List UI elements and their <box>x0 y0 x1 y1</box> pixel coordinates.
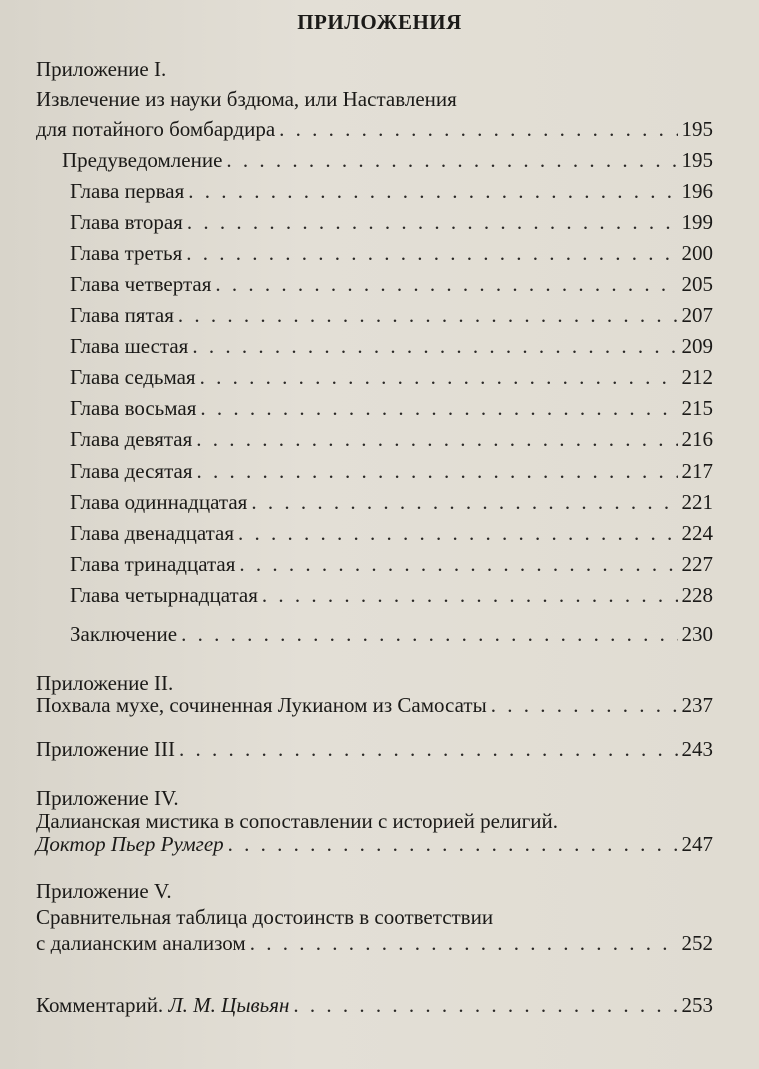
toc-entry-chapter[interactable] <box>70 580 713 610</box>
toc-entry-conclusion[interactable] <box>70 619 713 649</box>
appendix-4-title: Приложение IV. <box>36 786 179 810</box>
page-number: 221 <box>681 490 713 514</box>
leader-dots <box>192 331 677 361</box>
toc-entry-chapter[interactable] <box>70 269 713 299</box>
leader-dots <box>186 238 677 268</box>
commentary-title: Комментарий. <box>36 993 164 1017</box>
page-number: 228 <box>681 583 713 607</box>
chapter-label: Глава третья <box>70 241 183 265</box>
leader-dots <box>188 176 677 206</box>
page-number: 252 <box>681 931 713 955</box>
commentary-label <box>36 990 289 1020</box>
appendix-1-title: Приложение I. <box>36 57 167 81</box>
toc-entry-chapter[interactable] <box>70 300 713 330</box>
chapter-label: Глава четвертая <box>70 272 212 296</box>
appendix-2-entry: Похвала мухе, сочиненная Лукианом из Самосаты <box>36 693 487 717</box>
appendix-5-entry-line2: с далианским анализом <box>36 931 246 955</box>
leader-dots <box>181 619 677 649</box>
leader-dots <box>491 690 678 720</box>
page-number: 237 <box>681 693 713 717</box>
toc-entry-chapter[interactable] <box>70 518 713 548</box>
page-number: 199 <box>681 210 713 234</box>
appendix-2-title: Приложение II. <box>36 671 174 695</box>
page-number: 227 <box>681 552 713 576</box>
page-number: 230 <box>681 622 713 646</box>
leader-dots <box>179 734 678 764</box>
toc-entry-chapter[interactable] <box>70 176 713 206</box>
appendix-4-author: Доктор Пьер Румгер <box>36 832 224 856</box>
chapter-label: Глава тринадцатая <box>70 552 236 576</box>
toc-entry-chapter[interactable] <box>70 456 713 486</box>
appendix-5-title: Приложение V. <box>36 879 172 903</box>
chapter-label: Глава восьмая <box>70 396 197 420</box>
page-number: 253 <box>681 993 713 1017</box>
page-number: 200 <box>681 241 713 265</box>
toc-entry-appendix-3[interactable] <box>36 734 713 764</box>
appendix-1-subtitle-line1: Извлечение из науки бздюма, или Наставления <box>36 87 457 111</box>
toc-entry-chapter[interactable] <box>70 362 713 392</box>
chapter-label: Глава вторая <box>70 210 183 234</box>
toc-entry-commentary[interactable] <box>36 990 713 1020</box>
leader-dots <box>215 269 677 299</box>
leader-dots <box>200 362 678 392</box>
commentary-author: Л. М. Цывьян <box>168 993 290 1017</box>
leader-dots <box>178 300 678 330</box>
appendix-3-title: Приложение III <box>36 737 175 761</box>
page-number: 207 <box>681 303 713 327</box>
page-number: 224 <box>681 521 713 545</box>
page-number: 217 <box>681 459 713 483</box>
leader-dots <box>238 518 677 548</box>
chapter-label: Глава девятая <box>70 427 193 451</box>
chapter-label: Глава одиннадцатая <box>70 490 248 514</box>
chapter-label: Глава двенадцатая <box>70 521 235 545</box>
toc-entry-appendix-2[interactable] <box>36 690 713 720</box>
leader-dots <box>250 928 678 958</box>
page-number: 212 <box>681 365 713 389</box>
page-number: 209 <box>681 334 713 358</box>
chapter-label: Глава пятая <box>70 303 174 327</box>
toc-entry-chapter[interactable] <box>70 549 713 579</box>
chapter-label: Глава шестая <box>70 334 189 358</box>
leader-dots <box>200 393 677 423</box>
toc-entry-chapter[interactable] <box>70 331 713 361</box>
page-number: 195 <box>681 148 713 172</box>
appendix-1-subtitle-line2: для потайного бомбардира <box>36 117 276 141</box>
toc-entry-chapter[interactable] <box>70 238 713 268</box>
chapter-label: Предуведомление <box>62 148 223 172</box>
chapter-label: Глава четырнадцатая <box>70 583 258 607</box>
page-number: 215 <box>681 396 713 420</box>
toc-entry-chapter[interactable] <box>70 207 713 237</box>
toc-entry[interactable] <box>36 114 713 144</box>
leader-dots <box>226 145 677 175</box>
leader-dots <box>293 990 677 1020</box>
conclusion-label: Заключение <box>70 622 178 646</box>
leader-dots <box>187 207 678 237</box>
page-number: 247 <box>681 832 713 856</box>
appendix-4-entry: Далианская мистика в сопоставлении с историей религий. <box>36 809 558 833</box>
toc-entry-appendix-5[interactable] <box>36 928 713 958</box>
toc-entry-appendix-4[interactable] <box>36 829 713 859</box>
leader-dots <box>262 580 678 610</box>
chapter-label: Глава первая <box>70 179 185 203</box>
leader-dots <box>251 487 677 517</box>
chapter-label: Глава седьмая <box>70 365 196 389</box>
leader-dots <box>239 549 677 579</box>
toc-entry-chapter[interactable] <box>70 487 713 517</box>
page-number: 196 <box>681 179 713 203</box>
appendix-5-entry-line1: Сравнительная таблица достоинств в соответствии <box>36 905 494 929</box>
leader-dots <box>197 456 678 486</box>
page-number: 216 <box>681 427 713 451</box>
leader-dots <box>228 829 678 859</box>
page-number: 243 <box>681 737 713 761</box>
chapter-label: Глава десятая <box>70 459 193 483</box>
toc-entry-chapter[interactable] <box>70 424 713 454</box>
toc-entry-chapter[interactable] <box>70 393 713 423</box>
leader-dots <box>279 114 677 144</box>
page-number: 195 <box>681 117 713 141</box>
toc-entry-chapter[interactable] <box>62 145 713 175</box>
page-title: ПРИЛОЖЕНИЯ <box>297 10 462 34</box>
leader-dots <box>196 424 677 454</box>
page-number: 205 <box>681 272 713 296</box>
